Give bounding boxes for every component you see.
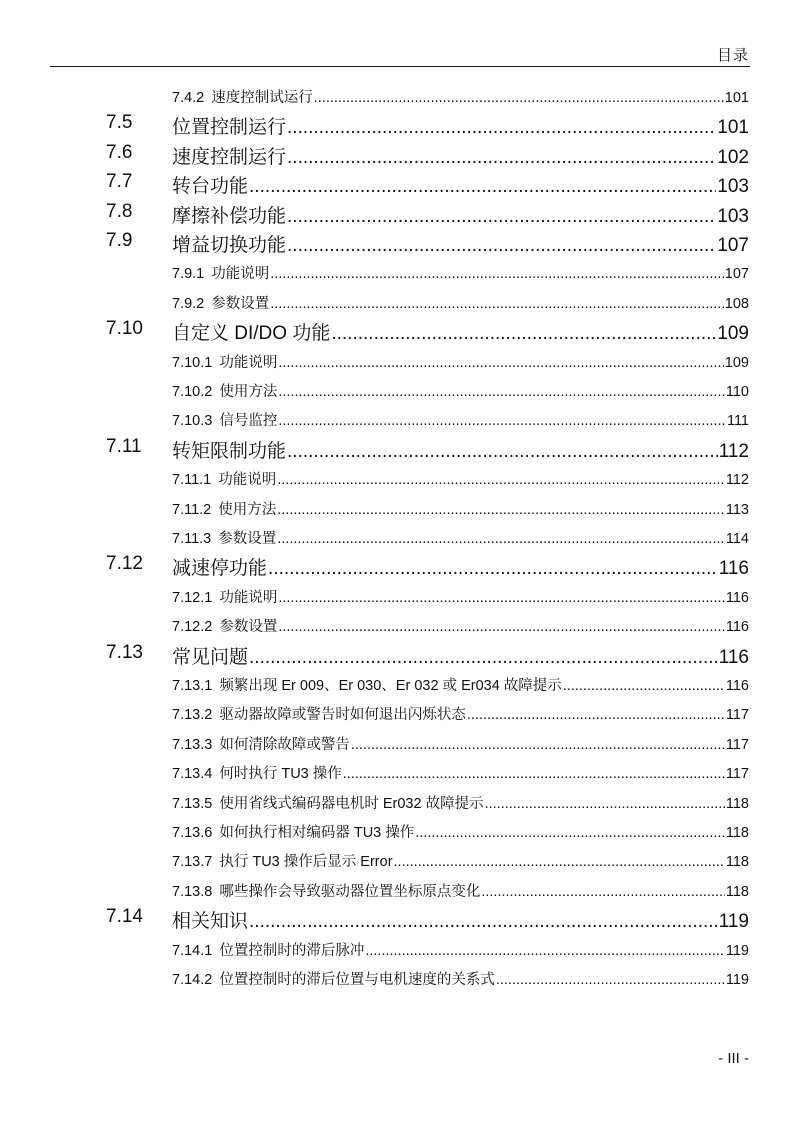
toc-page-number: 118 xyxy=(725,883,749,900)
dot-leader xyxy=(365,943,725,959)
toc-subsection-number: 7.10.2 xyxy=(172,384,213,400)
toc-page-number: 114 xyxy=(725,531,749,547)
toc-section-number: 7.10 xyxy=(106,318,143,340)
toc-section-number: 7.7 xyxy=(106,171,133,193)
toc-subsection-title: 使用方法 xyxy=(219,384,278,400)
toc-entry-line xyxy=(172,380,749,401)
toc-page-number: 116 xyxy=(718,558,749,580)
toc-subsection-entry[interactable] xyxy=(0,285,791,314)
toc-subsection-number: 7.11.1 xyxy=(172,472,212,489)
toc-subsection-entry[interactable] xyxy=(0,667,791,696)
toc-section-title: 转台功能 xyxy=(172,176,249,198)
toc-entry-line xyxy=(172,703,749,724)
toc-section-number: 7.14 xyxy=(106,906,143,928)
toc-subsection-entry[interactable] xyxy=(0,755,791,784)
toc-subsection-number: 7.4.2 xyxy=(172,90,205,106)
toc-subsection-title: 如何清除故障或警告 xyxy=(219,736,350,753)
toc-subsection-entry[interactable] xyxy=(0,726,791,755)
toc-section-title: 增益切换功能 xyxy=(172,235,287,256)
toc-entry-line xyxy=(172,674,749,695)
toc-subsection-title: 何时执行 TU3 操作 xyxy=(219,766,342,783)
toc-section-title: 相关知识 xyxy=(172,911,249,933)
dot-leader xyxy=(331,323,716,345)
toc-page-number: 116 xyxy=(725,619,749,636)
toc-entry-line xyxy=(172,939,749,960)
toc-subsection-title: 哪些操作会导致驱动器位置坐标原点变化 xyxy=(219,883,481,900)
dot-leader xyxy=(277,472,725,488)
toc-subsection-entry[interactable] xyxy=(0,461,791,490)
toc-page-number: 119 xyxy=(725,942,749,959)
toc-page-number: 109 xyxy=(717,323,749,345)
dot-leader xyxy=(249,647,718,669)
toc-section-title: 常见问题 xyxy=(172,646,249,668)
toc-section-entry[interactable] xyxy=(0,226,791,255)
dot-leader xyxy=(467,707,725,723)
dot-leader xyxy=(287,117,716,139)
toc-page-number: 117 xyxy=(725,736,749,753)
dot-leader xyxy=(481,884,725,900)
toc-section-number: 7.8 xyxy=(106,200,133,222)
toc-section-title: 摩擦补偿功能 xyxy=(172,205,287,227)
toc-entry-line xyxy=(172,968,749,989)
toc-page-number: 119 xyxy=(725,972,749,988)
toc-page-number: 112 xyxy=(725,472,749,489)
toc-subsection-entry[interactable] xyxy=(0,608,791,637)
toc-entry-line xyxy=(172,171,749,198)
toc-entry-line xyxy=(172,762,749,783)
toc-section-title: 速度控制运行 xyxy=(172,146,287,168)
toc-entry-line xyxy=(172,292,749,313)
dot-leader xyxy=(278,590,725,606)
toc-page-number: 119 xyxy=(718,911,749,933)
toc-entry-line xyxy=(172,906,749,933)
toc-entry-line xyxy=(172,351,749,372)
toc-section-entry[interactable] xyxy=(0,167,791,196)
toc-subsection-title: 功能说明 xyxy=(211,266,270,283)
toc-section-entry[interactable] xyxy=(0,138,791,167)
toc-entry-line xyxy=(172,553,749,580)
toc-entry-line xyxy=(172,112,749,139)
dot-leader xyxy=(249,911,718,933)
toc-page-number: 116 xyxy=(725,678,749,694)
toc-subsection-entry[interactable] xyxy=(0,814,791,843)
toc-subsection-number: 7.13.8 xyxy=(172,883,213,900)
toc-subsection-number: 7.10.3 xyxy=(172,413,213,430)
toc-section-entry[interactable] xyxy=(0,432,791,461)
toc-page-number: 101 xyxy=(724,90,749,106)
dot-leader xyxy=(415,825,725,841)
toc-subsection-entry[interactable] xyxy=(0,785,791,814)
toc-section-title: 减速停功能 xyxy=(172,558,268,580)
toc-entry-line xyxy=(172,230,749,257)
toc-entry-line xyxy=(172,792,749,813)
toc-section-entry[interactable] xyxy=(0,902,791,931)
running-header-title: 目录 xyxy=(716,47,749,64)
toc-page-number: 111 xyxy=(726,413,749,430)
toc-page-number: 102 xyxy=(717,146,749,168)
dot-leader xyxy=(496,972,725,988)
toc-subsection-entry[interactable] xyxy=(0,373,791,402)
toc-page-number: 103 xyxy=(717,176,749,198)
toc-page-number: 117 xyxy=(725,707,749,724)
toc-subsection-number: 7.9.2 xyxy=(172,295,205,312)
toc-section-number: 7.13 xyxy=(106,641,143,663)
toc-subsection-title: 执行 TU3 操作后显示 Error xyxy=(219,854,393,871)
toc-subsection-number: 7.13.1 xyxy=(172,678,213,694)
toc-page-number: 110 xyxy=(725,384,749,400)
toc-subsection-number: 7.13.5 xyxy=(172,795,213,812)
toc-entry-line xyxy=(172,642,749,669)
dot-leader xyxy=(287,235,716,257)
toc-entry-line xyxy=(172,586,749,607)
dot-leader xyxy=(277,502,725,518)
toc-section-entry[interactable] xyxy=(0,638,791,667)
toc-subsection-number: 7.13.4 xyxy=(172,766,213,783)
toc-subsection-title: 功能说明 xyxy=(219,589,278,606)
toc-subsection-entry[interactable] xyxy=(0,491,791,520)
toc-entry-line xyxy=(172,498,749,519)
toc-entry-line xyxy=(172,615,749,636)
toc-section-entry[interactable] xyxy=(0,197,791,226)
toc-page-number: 116 xyxy=(718,646,749,668)
toc-page-number: 109 xyxy=(724,354,749,371)
toc-section-title: 转矩限制功能 xyxy=(172,440,287,462)
toc-subsection-title: 参数设置 xyxy=(218,531,277,547)
toc-page-number: 112 xyxy=(718,440,749,462)
toc-subsection-number: 7.12.1 xyxy=(172,589,213,606)
toc-subsection-entry[interactable] xyxy=(0,520,791,549)
toc-subsection-title: 位置控制时的滞后位置与电机速度的关系式 xyxy=(219,972,495,988)
toc-entry-line xyxy=(172,880,749,901)
toc-subsection-entry[interactable] xyxy=(0,344,791,373)
dot-leader xyxy=(278,355,723,371)
toc-subsection-number: 7.14.2 xyxy=(172,972,213,988)
page-number: - III - xyxy=(718,1050,749,1067)
toc-subsection-entry[interactable] xyxy=(0,843,791,872)
toc-entry-line xyxy=(172,436,749,463)
toc-subsection-title: 频繁出现 Er 009、Er 030、Er 032 或 Er034 故障提示 xyxy=(219,678,562,694)
toc-page-number: 107 xyxy=(724,266,749,283)
toc-subsection-number: 7.13.3 xyxy=(172,736,213,753)
dot-leader xyxy=(278,384,725,400)
toc-subsection-title: 位置控制时的滞后脉冲 xyxy=(219,942,365,959)
dot-leader xyxy=(277,531,725,547)
dot-leader xyxy=(343,766,725,782)
toc-entry-line xyxy=(172,468,749,489)
toc-subsection-entry[interactable] xyxy=(0,696,791,725)
toc-subsection-number: 7.10.1 xyxy=(172,354,213,371)
toc-entry-line xyxy=(172,821,749,842)
toc-entry-line xyxy=(172,318,749,345)
toc-subsection-number: 7.11.3 xyxy=(172,531,212,547)
toc-subsection-entry[interactable] xyxy=(0,255,791,284)
dot-leader xyxy=(287,147,716,169)
toc-page-number: 103 xyxy=(717,205,749,227)
toc-page-number: 116 xyxy=(725,589,749,606)
toc-subsection-number: 7.12.2 xyxy=(172,619,213,636)
toc-entry-line xyxy=(172,262,749,283)
toc-section-number: 7.11 xyxy=(106,435,142,457)
toc-entry-line xyxy=(172,409,749,430)
toc-section-title: 位置控制运行 xyxy=(172,117,287,139)
toc-subsection-title: 使用方法 xyxy=(218,501,277,518)
dot-leader xyxy=(314,90,724,106)
toc-page-number: 108 xyxy=(724,295,749,312)
toc-page-number: 117 xyxy=(725,766,749,783)
toc-subsection-entry[interactable] xyxy=(0,932,791,961)
toc-entry-line xyxy=(172,142,749,169)
toc-subsection-number: 7.11.2 xyxy=(172,501,212,518)
toc-page-number: 101 xyxy=(717,117,749,139)
toc-entry-line xyxy=(172,86,749,107)
dot-leader xyxy=(287,441,718,463)
toc-subsection-title: 功能说明 xyxy=(218,472,277,489)
toc-subsection-title: 参数设置 xyxy=(219,619,278,636)
toc-entry-line xyxy=(172,527,749,548)
toc-page-number: 107 xyxy=(717,235,749,256)
toc-section-number: 7.12 xyxy=(106,553,143,575)
dot-leader xyxy=(394,854,725,870)
toc-subsection-title: 使用省线式编码器电机时 Er032 故障提示 xyxy=(219,795,484,812)
toc-subsection-entry[interactable] xyxy=(0,873,791,902)
toc-subsection-title: 驱动器故障或警告时如何退出闪烁状态 xyxy=(219,707,466,724)
header-divider xyxy=(50,66,750,67)
toc-section-title: 自定义 DI/DO 功能 xyxy=(172,323,331,345)
toc-page-number: 118 xyxy=(725,825,749,841)
toc-subsection-entry[interactable] xyxy=(0,579,791,608)
dot-leader xyxy=(268,558,718,580)
toc-subsection-entry[interactable] xyxy=(0,79,791,108)
toc-subsection-number: 7.14.1 xyxy=(172,942,213,959)
dot-leader xyxy=(249,176,716,198)
toc-section-entry[interactable] xyxy=(0,549,791,578)
toc-subsection-number: 7.13.7 xyxy=(172,854,213,871)
dot-leader xyxy=(287,206,716,228)
toc-section-entry[interactable] xyxy=(0,314,791,343)
toc-subsection-title: 信号监控 xyxy=(219,413,278,430)
dot-leader xyxy=(270,296,724,312)
toc-section-entry[interactable] xyxy=(0,108,791,137)
toc-subsection-entry[interactable] xyxy=(0,402,791,431)
toc-section-number: 7.5 xyxy=(106,112,133,134)
dot-leader xyxy=(485,796,725,812)
toc-page-number: 118 xyxy=(725,854,749,871)
dot-leader xyxy=(351,737,725,753)
dot-leader xyxy=(278,619,725,635)
dot-leader xyxy=(278,413,726,429)
toc-subsection-number: 7.13.6 xyxy=(172,825,213,841)
toc-subsection-title: 速度控制试运行 xyxy=(211,90,313,106)
toc-subsection-title: 如何执行相对编码器 TU3 操作 xyxy=(219,825,415,841)
toc-page-number: 118 xyxy=(725,795,749,812)
toc-entry-line xyxy=(172,850,749,871)
toc-entry-line xyxy=(172,201,749,228)
toc-subsection-title: 功能说明 xyxy=(219,354,278,371)
toc-page-number: 113 xyxy=(725,501,749,518)
toc-subsection-title: 参数设置 xyxy=(211,295,270,312)
toc-subsection-entry[interactable] xyxy=(0,961,791,990)
dot-leader xyxy=(563,678,725,694)
toc-subsection-number: 7.9.1 xyxy=(172,266,205,283)
toc-section-number: 7.6 xyxy=(106,141,133,163)
toc-section-number: 7.9 xyxy=(106,230,133,251)
dot-leader xyxy=(270,266,724,282)
toc-subsection-number: 7.13.2 xyxy=(172,707,213,724)
toc-entry-line xyxy=(172,733,749,754)
